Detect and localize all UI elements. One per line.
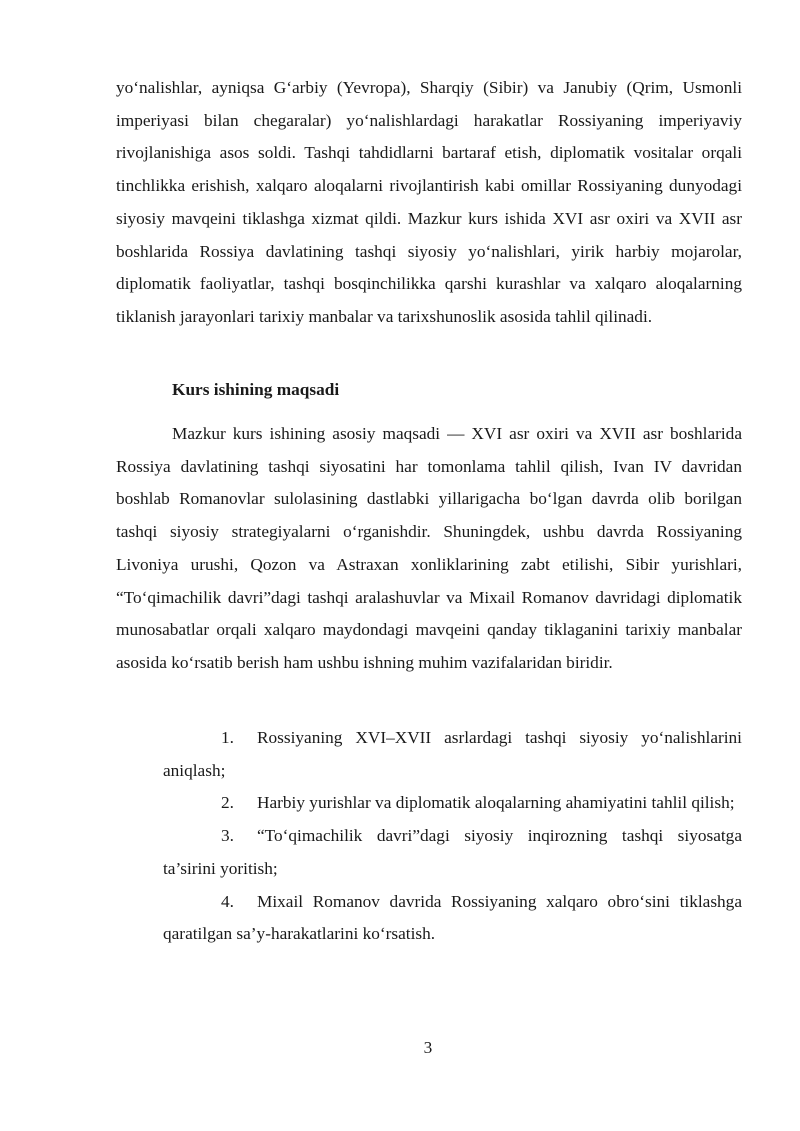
list-item (163, 820, 742, 885)
list-item-text: Mixail Romanov davrida Rossiyaning xalqaro obro‘sini tiklashga qaratilgan sa’y-harakatlarini ko‘rsatish. (163, 891, 742, 944)
list-item-number: 1. (221, 728, 234, 747)
list-item-text: “To‘qimachilik davri”dagi siyosiy inqirozning tashqi siyosatga ta’sirini yoritish; (163, 826, 742, 878)
task-list (163, 722, 742, 951)
list-item-text: Rossiyaning XVI–XVII asrlardagi tashqi siyosiy yo‘nalishlarini aniqlash; (163, 728, 742, 780)
list-item (163, 722, 742, 787)
list-item-number: 4. (221, 891, 234, 911)
list-item-number: 3. (221, 826, 234, 846)
page-number: 3 (423, 1038, 433, 1057)
goal-paragraph: Mazkur kurs ishining asosiy maqsadi — XVI asr oxiri va XVII asr boshlarida Rossiya davlatining tashqi siyosatini har tomonlama tahlil qilish, Ivan IV davridan boshlab Romanovlar sulolasining dastlabki yillarigacha bo‘lgan davrda olib borilgan tashqi siyosiy strategiyalarni o‘rganishdir. Shuningdek, ushbu davrda Rossiyaning Livoniya urushi, Qozon va Astraxan xonliklarining zabt etilishi, Sibir yurishlari, “To‘qimachilik davri”dagi tashqi aralashuvlar va Mixail Romanov davridagi diplomatik munosabatlar orqali xalqaro maydondagi mavqeini qanday tiklaganini tarixiy manbalar asosida ko‘rsatib berish ham ushbu ishning muhim vazifalaridan biridir. (116, 424, 742, 672)
list-item (163, 886, 742, 951)
list-item-text: Harbiy yurishlar va diplomatik aloqalarning ahamiyatini tahlil qilish; (257, 793, 735, 813)
section-heading: Kurs ishining maqsadi (172, 380, 340, 399)
list-item (163, 787, 742, 820)
intro-paragraph: yo‘nalishlar, ayniqsa G‘arbiy (Yevropa), Sharqiy (Sibir) va Janubiy (Qrim, Usmonli imperiyasi bilan chegaralar) yo‘nalishlardagi harakatlar Rossiyaning imperiyaviy rivojlanishiga asos soldi. Tashqi tahdidlarni bartaraf etish, diplomatik vositalar orqali tinchlikka erishish, xalqaro aloqalarni rivojlantirish kabi omillar Rossiyaning dunyodagi siyosiy mavqeini tiklashga xizmat qildi. Mazkur kurs ishida XVI asr oxiri va XVII asr boshlarida Rossiya davlatining tashqi siyosiy yo‘nalishlari, yirik harbiy mojarolar, diplomatik faoliyatlar, tashqi bosqinchilikka qarshi kurashlar va xalqaro aloqalarning tiklanish jarayonlari tarixiy manbalar va tarixshunoslik asosida tahlil qilinadi. (116, 78, 742, 326)
list-item-number: 2. (221, 793, 234, 813)
